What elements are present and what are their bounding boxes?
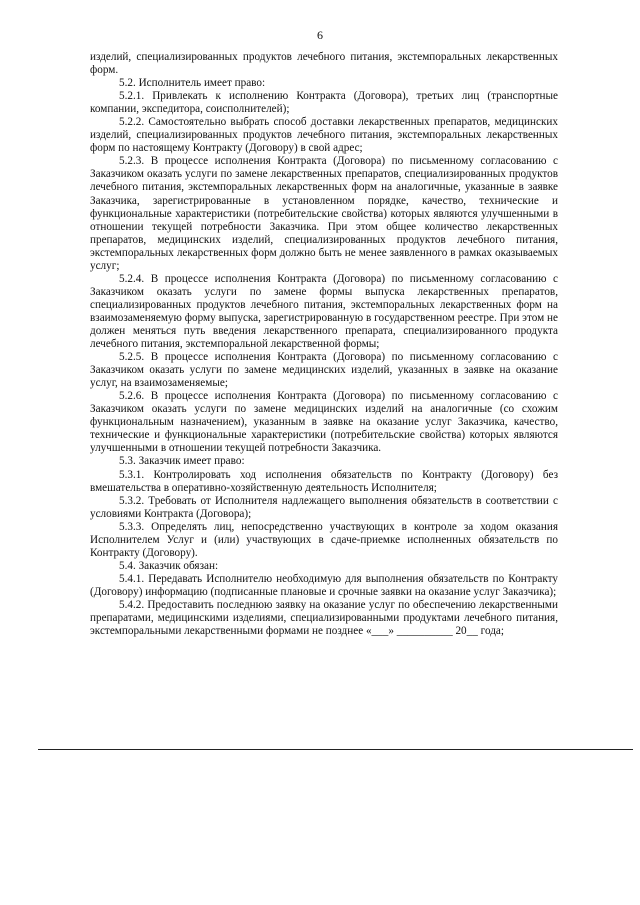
paragraph: 5.3.1. Контролировать ход исполнения обязательств по Контракту (Договору) без вмешательства в оперативно-хозяйственную деятельность Исполнителя; bbox=[90, 468, 558, 494]
paragraph: 5.2.3. В процессе исполнения Контракта (Договора) по письменному согласованию с Заказчиком оказать услуги по замене лекарственных препаратов, специализированных продуктов лечебного питания, экстемпоральных лекарственных форм на аналогичные, указанные в заявке Заказчика, зарегистрированные в установленном порядке, качество, технические и функциональные характеристики (потребительские свойства) которых являются улучшенными в отношении текущей потребности Заказчика. При этом общее количество лекарственных препаратов, медицинских изделий, специализированных продуктов лечебного питания, экстемпоральных лекарственных форм должно быть не менее заявленного в рамках оказываемых услуг; bbox=[90, 155, 558, 272]
paragraph: 5.3. Заказчик имеет право: bbox=[119, 455, 245, 468]
footer-divider bbox=[38, 749, 633, 750]
paragraph: 5.3.3. Определять лиц, непосредственно участвующих в контроле за ходом оказания Исполнителем Услуг и (или) участвующих в сдаче-приемке исполненных обязательств по Контракту (Договору). bbox=[90, 520, 558, 559]
paragraph: 5.4.2. Предоставить последнюю заявку на оказание услуг по обеспечению лекарственными препаратами, медицинскими изделиями, специализированными продуктами лечебного питания, экстемпоральными лекарственными формами не позднее «___» __________ 20__ года; bbox=[90, 598, 558, 638]
document-body bbox=[90, 51, 558, 638]
page-number: 6 bbox=[317, 28, 323, 42]
paragraph: 5.2.5. В процессе исполнения Контракта (Договора) по письменному согласованию с Заказчиком оказать услуги по замене медицинских изделий, указанных в заявке на оказание услуг, на взаимозаменяемые; bbox=[90, 351, 558, 390]
paragraph: 5.2.6. В процессе исполнения Контракта (Договора) по письменному согласованию с Заказчиком оказать услуги по замене медицинских изделий на аналогичные (со схожим функциональным назначением), указанным в заявке на оказание услуг Заказчика, качество, технические и функциональные характеристики (потребительские свойства) которых являются улучшенными в отношении текущей потребности Заказчика. bbox=[90, 390, 558, 455]
paragraph: изделий, специализированных продуктов лечебного питания, экстемпоральных лекарственных форм. bbox=[90, 51, 558, 77]
paragraph: 5.2.1. Привлекать к исполнению Контракта (Договора), третьих лиц (транспортные компании, экспедитора, соисполнителей); bbox=[90, 90, 558, 116]
paragraph: 5.4.1. Передавать Исполнителю необходимую для выполнения обязательств по Контракту (Договору) информацию (подписанные плановые и срочные заявки на оказание услуг Заказчика); bbox=[90, 572, 558, 598]
paragraph: 5.2.2. Самостоятельно выбрать способ доставки лекарственных препаратов, медицинских изделий, специализированных продуктов лечебного питания, экстемпоральных лекарственных форм по настоящему Контракту (Договору) в свой адрес; bbox=[90, 116, 558, 155]
paragraph: 5.2.4. В процессе исполнения Контракта (Договора) по письменному согласованию с Заказчиком оказать услуги по замене формы выпуска лекарственных препаратов, специализированных продуктов лечебного питания, экстемпоральных лекарственных форм на взаимозаменяемую форму выпуска, зарегистрированную в государственном реестре. При этом не должен меняться путь введения лекарственного препарата, специализированного продукта лечебного питания, экстемпоральной лекарственной формы; bbox=[90, 272, 558, 351]
paragraph: 5.4. Заказчик обязан: bbox=[119, 559, 219, 572]
paragraph: 5.2. Исполнитель имеет право: bbox=[119, 77, 266, 90]
paragraph: 5.3.2. Требовать от Исполнителя надлежащего выполнения обязательств в соответствии с условиями Контракта (Договора); bbox=[90, 494, 558, 520]
